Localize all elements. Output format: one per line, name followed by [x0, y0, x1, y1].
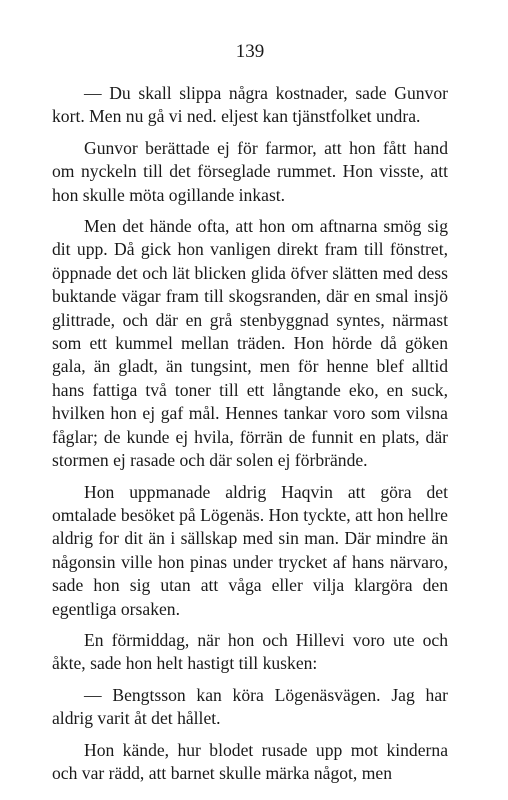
paragraph-2: Gunvor berättade ej för farmor, att hon fått hand om nyckeln till det förseglade rummet. Hon visste, att hon skulle möta ogillande inkast. — [52, 137, 448, 205]
paragraph-1: — Du skall slippa några kostnader, sade Gunvor kort. Men nu gå vi ned. eljest kan tjänstfolket undra. — [52, 83, 448, 127]
paragraph-7: Hon kände, hur blodet rusade upp mot kinderna och var rädd, att barnet skulle märka något, men — [52, 739, 448, 783]
paragraph-4: Hon uppmanade aldrig Haqvin att göra det omtalade besöket på Lögenäs. Hon tyckte, att hon hellre aldrig for dit än i sällskap med sin man. Där mindre än någonsin ville hon pinas under trycket af hans närvaro, sade hon sig utan att våga eller vilja klargöra den egentliga orsaken. — [52, 481, 448, 619]
paragraph-3: Men det hände ofta, att hon om aftnarna smög sig dit upp. Då gick hon vanligen direkt fram till fönstret, öppnade det och lät blicken glida öfver slätten med dess buktande vägar fram till skogsranden, där en smal insjö glittrade, och där en grå stenbyggnad syntes, närmast som ett kummel mellan träden. Hon hörde då göken gala, än gladt, än tungsint, men för henne blef alltid hans fattiga två toner till ett långtande eko, en suck, hvilken hon ej gaf mål. Hennes tankar voro som vilsna fåglar; de kunde ej hvila, förrän de funnit en plats, där stormen ej rasade och där solen ej förbrände. — [52, 216, 448, 471]
book-page — [52, 40, 448, 785]
paragraph-6: — Bengtsson kan köra Lögenäsvägen. Jag har aldrig varit åt det hållet. — [52, 684, 448, 729]
page-number: 139 — [235, 41, 265, 62]
paragraph-5: En förmiddag, när hon och Hillevi voro ute och åkte, sade hon helt hastigt till kusken: — [52, 629, 448, 674]
